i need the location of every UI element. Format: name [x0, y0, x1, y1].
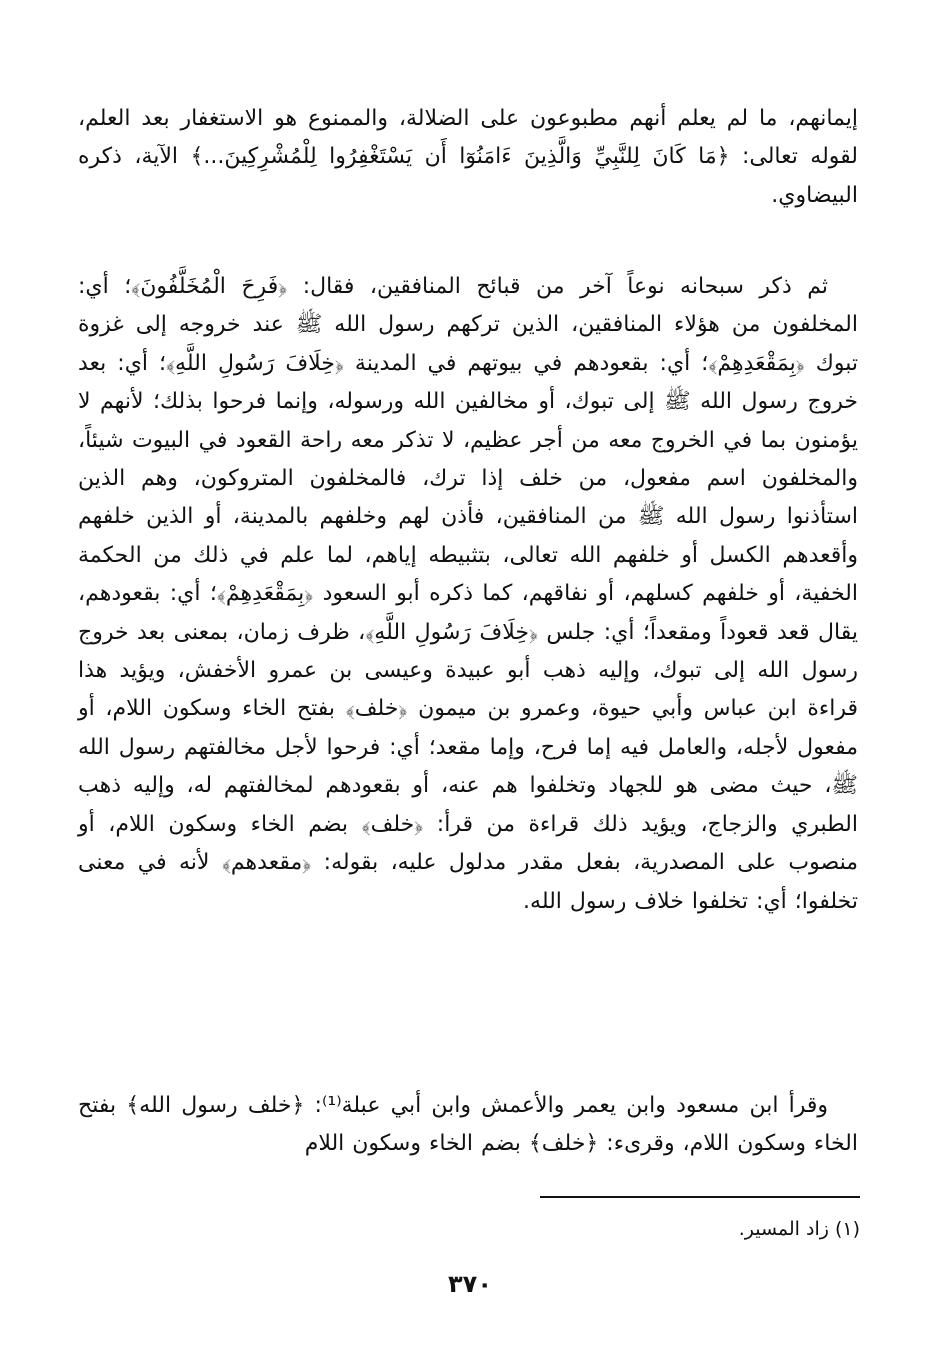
- paragraph-3: وقرأ ابن مسعود وابن يعمر والأعمش وابن أبي عبلة⁽¹⁾: ﴿خلف رسول الله﴾ بفتح الخاء وسكون اللام، وقرىء: ﴿خلف﴾ بضم الخاء وسكون اللام: [78, 1093, 858, 1157]
- footnote: (١) زاد المسير.: [738, 1218, 860, 1240]
- page-number: ٣٧٠: [448, 1270, 492, 1298]
- footnote-separator: [540, 1196, 860, 1198]
- paragraph-2: ثم ذكر سبحانه نوعاً آخر من قبائح المنافقين، فقال: ﴿فَرِحَ الْمُخَلَّفُونَ﴾؛ أي: المخلفون من هؤلاء المنافقين، الذين تركهم رسول الله ﷺ عند خروجه إلى غزوة تبوك ﴿بِمَقْعَدِهِمْ﴾؛ أي: بقعودهم في بيوتهم في المدينة ﴿خِلَافَ رَسُولِ اللَّهِ﴾؛ أي: بعد خروج رسول الله ﷺ إلى تبوك، أو مخالفين الله ورسوله، وإنما فرحوا بذلك؛ لأنهم لا يؤمنون بما في الخروج معه من أجر عظيم، لا تذكر معه راحة القعود في البيوت شيئاً، والمخلفون اسم مفعول، من خلف إذا ترك، فالمخلفون المتروكون، وهم الذين استأذنوا رسول الله ﷺ من المنافقين، فأذن لهم وخلفهم بالمدينة، أو الذين خلفهم وأقعدهم الكسل أو خلفهم الله تعالى، بتثبيطه إياهم، لما علم في ذلك من الحكمة الخفية، أو خلفهم كسلهم، أو نفاقهم، كما ذكره أبو السعود ﴿بِمَقْعَدِهِمْ﴾؛ أي: بقعودهم، يقال قعد قعوداً ومقعداً؛ أي: جلس ﴿خِلَافَ رَسُولِ اللَّهِ﴾، ظرف زمان، بمعنى بعد خروج رسول الله إلى تبوك، وإليه ذهب أبو عبيدة وعيسى بن عمرو الأخفش، ويؤيد هذا قراءة ابن عباس وأبي حيوة، وعمرو بن ميمون ﴿خلف﴾ بفتح الخاء وسكون اللام، أو مفعول لأجله، والعامل فيه إما فرح، وإما مقعد؛ أي: فرحوا لأجل مخالفتهم رسول الله ﷺ، حيث مضى هو للجهاد وتخلفوا هم عنه، أو بقعودهم لمخالفتهم له، وإليه ذهب الطبري والزجاج، ويؤيد ذلك قراءة من قرأ: ﴿خلف﴾ بضم الخاء وسكون اللام، أو منصوب على المصدرية، بفعل مقدر مدلول عليه، بقوله: ﴿مقعدهم﴾ لأنه في معنى تخلفوا؛ أي: تخلفوا خلاف رسول الله.: [78, 274, 858, 914]
- paragraph-1: إيمانهم، ما لم يعلم أنهم مطبوعون على الضلالة، والممنوع هو الاستغفار بعد العلم، لقوله تعالى: ﴿مَا كَانَ لِلنَّبِيِّ وَالَّذِينَ ءَامَنُوٓا أَن يَسْتَغْفِرُوا لِلْمُشْرِكِينَ...﴾ الآية، ذكره البيضاوي.: [78, 106, 858, 208]
